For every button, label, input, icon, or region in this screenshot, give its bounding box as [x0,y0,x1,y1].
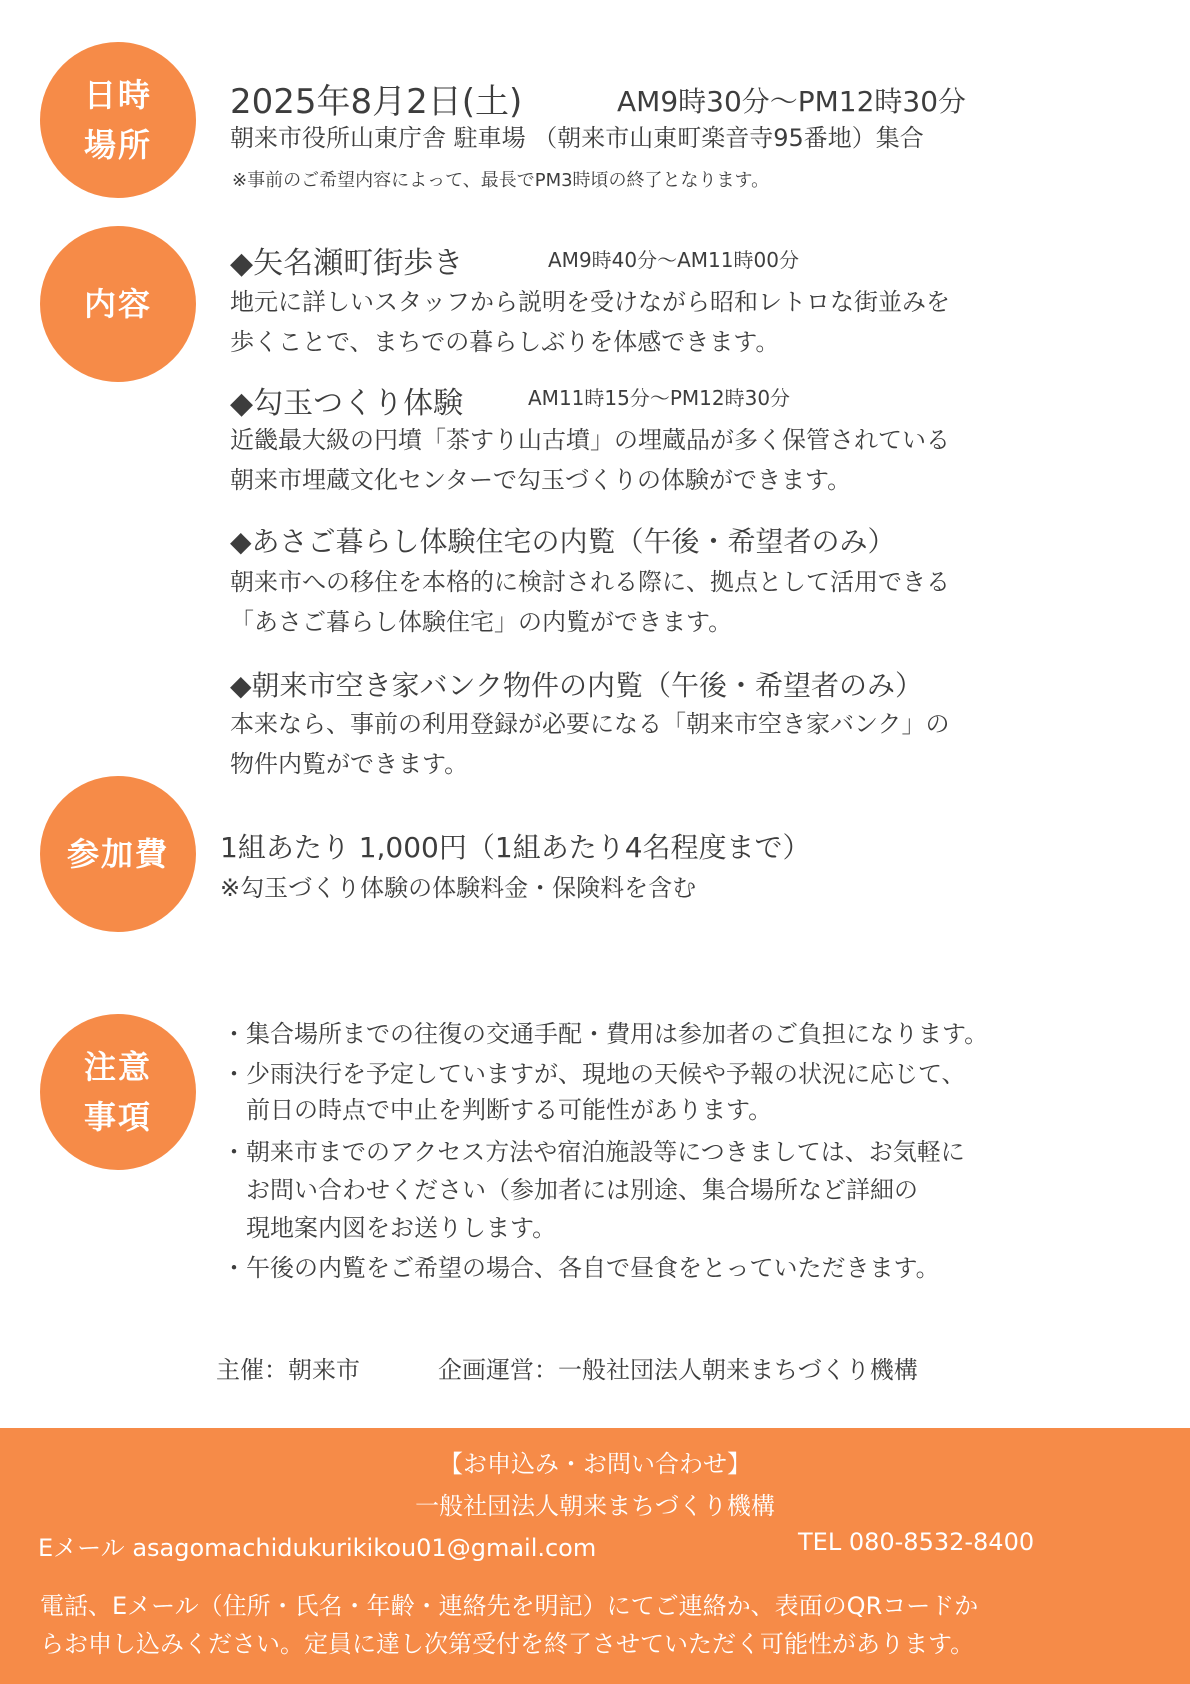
note-line: ・集合場所までの往復の交通手配・費用は参加者のご負担になります。 [222,1020,989,1048]
content-desc-line: 朝来市への移住を本格的に検討される際に、拠点として活用できる [230,568,950,596]
note-line: 前日の時点で中止を判断する可能性があります。 [222,1096,773,1124]
content-desc-line: 歩くことで、まちでの暮らしぶりを体感できます。 [230,328,780,356]
badge-label: 事項 [83,1098,152,1136]
content-time-2: AM11時15分〜PM12時30分 [528,386,791,410]
badge-label: 注意 [83,1048,152,1086]
footer-org: 一般社団法人朝来まちづくり機構 [415,1492,775,1520]
event-date: 2025年8月2日(土) [230,82,523,122]
content-title-2: ◆勾玉つくり体験 [230,386,464,421]
content-desc-line: 「あさご暮らし体験住宅」の内覧ができます。 [230,608,733,636]
content-time-1: AM9時40分〜AM11時00分 [548,248,799,272]
note-line: ・午後の内覧をご希望の場合、各自で昼食をとっていただきます。 [222,1254,940,1282]
footer-line: 電話、Eメール（住所・氏名・年齢・連絡先を明記）にてご連絡か、表面のQRコードか [40,1592,979,1620]
content-desc-line: 近畿最大級の円墳「茶すり山古墳」の埋蔵品が多く保管されている [230,426,950,454]
badge-label: 内容 [83,285,152,323]
datetime-place-badge [40,42,196,198]
notes-badge [40,1014,196,1170]
badge-label: 場所 [83,126,152,164]
content-desc-line: 物件内覧ができます。 [230,750,469,778]
note-line: お問い合わせください（参加者には別途、集合場所など詳細の [222,1176,918,1204]
footer-email[interactable]: Eメール asagomachidukurikikou01@gmail.com [38,1534,597,1562]
note-line: 現地案内図をお送りします。 [222,1214,557,1242]
event-time: AM9時30分〜PM12時30分 [617,85,967,118]
event-place: 朝来市役所山東庁舎 駐車場 （朝来市山東町楽音寺95番地）集合 [230,124,924,152]
organizer-operator: 企画運営：一般社団法人朝来まちづくり機構 [438,1356,918,1384]
note-line: ・朝来市までのアクセス方法や宿泊施設等につきましては、お気軽に [222,1138,965,1166]
fee-note: ※勾玉づくり体験の体験料金・保険料を含む [220,874,697,902]
event-end-note: ※事前のご希望内容によって、最長でPM3時頃の終了となります。 [232,170,770,191]
content-desc-line: 本来なら、事前の利用登録が必要になる「朝来市空き家バンク」の [230,710,950,738]
badge-label: 日時 [83,76,152,114]
content-title-1: ◆矢名瀬町街歩き [230,246,464,281]
contact-footer [0,1428,1190,1684]
footer-line: らお申し込みください。定員に達し次第受付を終了させていただく可能性があります。 [40,1630,975,1658]
organizer-host: 主催：朝来市 [216,1356,360,1384]
content-title-4: ◆朝来市空き家バンク物件の内覧（午後・希望者のみ） [230,669,923,702]
fee-main: 1組あたり 1,000円（1組あたり4名程度まで） [220,831,811,864]
content-desc-line: 朝来市埋蔵文化センターで勾玉づくりの体験ができます。 [230,466,852,494]
content-desc-line: 地元に詳しいスタッフから説明を受けながら昭和レトロな街並みを [230,288,950,316]
badge-label: 参加費 [66,835,169,873]
footer-heading: 【お申込み・お問い合わせ】 [439,1450,751,1478]
footer-tel[interactable]: TEL 080-8532-8400 [798,1528,1035,1556]
content-title-3: ◆あさご暮らし体験住宅の内覧（午後・希望者のみ） [230,525,896,558]
content-badge [40,226,196,382]
note-line: ・少雨決行を予定していますが、現地の天候や予報の状況に応じて、 [222,1060,966,1088]
fee-badge [40,776,196,932]
